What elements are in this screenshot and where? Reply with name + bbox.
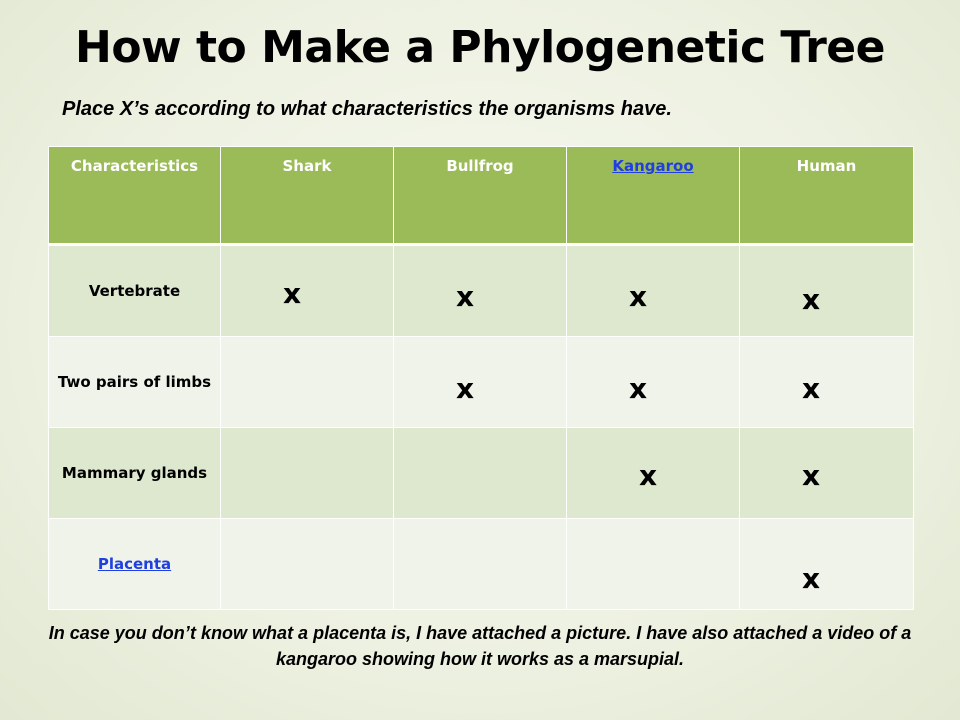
- table-header-row: [49, 147, 914, 245]
- cell-placenta-bullfrog: [394, 519, 567, 610]
- table-row-limbs: [49, 337, 914, 428]
- cell-placenta-kangaroo: [567, 519, 740, 610]
- row-label-vertebrate: Vertebrate: [49, 245, 221, 337]
- cell-mammary-shark: [221, 428, 394, 519]
- cell-placenta-shark: [221, 519, 394, 610]
- cell-vertebrate-shark: [221, 245, 394, 337]
- instructions-text: Place X’s according to what characteristics the organisms have.: [62, 98, 672, 120]
- placenta-picture-link[interactable]: Placenta: [97, 555, 172, 573]
- cell-mammary-bullfrog: [394, 428, 567, 519]
- cell-limbs-kangaroo: [567, 337, 740, 428]
- cell-mammary-kangaroo: [567, 428, 740, 519]
- x-mark: x: [456, 372, 475, 405]
- x-mark: x: [802, 283, 821, 316]
- cell-limbs-human: [740, 337, 914, 428]
- cell-limbs-bullfrog: [394, 337, 567, 428]
- footnote-text: In case you don’t know what a placenta is, I have attached a picture. I have also attached a video of a kangaroo showing how it works as a marsupial.: [48, 623, 912, 669]
- table-row-placenta: [49, 519, 914, 610]
- row-label-mammary: Mammary glands: [49, 428, 221, 519]
- row-label-placenta: [49, 519, 221, 610]
- header-characteristics: Characteristics: [49, 147, 221, 245]
- cell-vertebrate-kangaroo: [567, 245, 740, 337]
- x-mark: x: [639, 459, 658, 492]
- x-mark: x: [283, 277, 302, 310]
- row-label-limbs: Two pairs of limbs: [49, 337, 221, 428]
- page-title: How to Make a Phylogenetic Tree: [75, 22, 885, 73]
- cell-vertebrate-human: [740, 245, 914, 337]
- characteristics-table: [48, 146, 914, 610]
- x-mark: x: [802, 372, 821, 405]
- cell-vertebrate-bullfrog: [394, 245, 567, 337]
- x-mark: x: [456, 280, 475, 313]
- header-shark: Shark: [221, 147, 394, 245]
- kangaroo-video-link[interactable]: Kangaroo: [612, 157, 694, 175]
- table-row-vertebrate: [49, 245, 914, 337]
- header-kangaroo: [567, 147, 740, 245]
- cell-mammary-human: [740, 428, 914, 519]
- table-row-mammary: [49, 428, 914, 519]
- header-bullfrog: Bullfrog: [394, 147, 567, 245]
- x-mark: x: [629, 280, 648, 313]
- x-mark: x: [802, 459, 821, 492]
- cell-placenta-human: [740, 519, 914, 610]
- header-human: Human: [740, 147, 914, 245]
- x-mark: x: [802, 562, 821, 595]
- x-mark: x: [629, 372, 648, 405]
- cell-limbs-shark: [221, 337, 394, 428]
